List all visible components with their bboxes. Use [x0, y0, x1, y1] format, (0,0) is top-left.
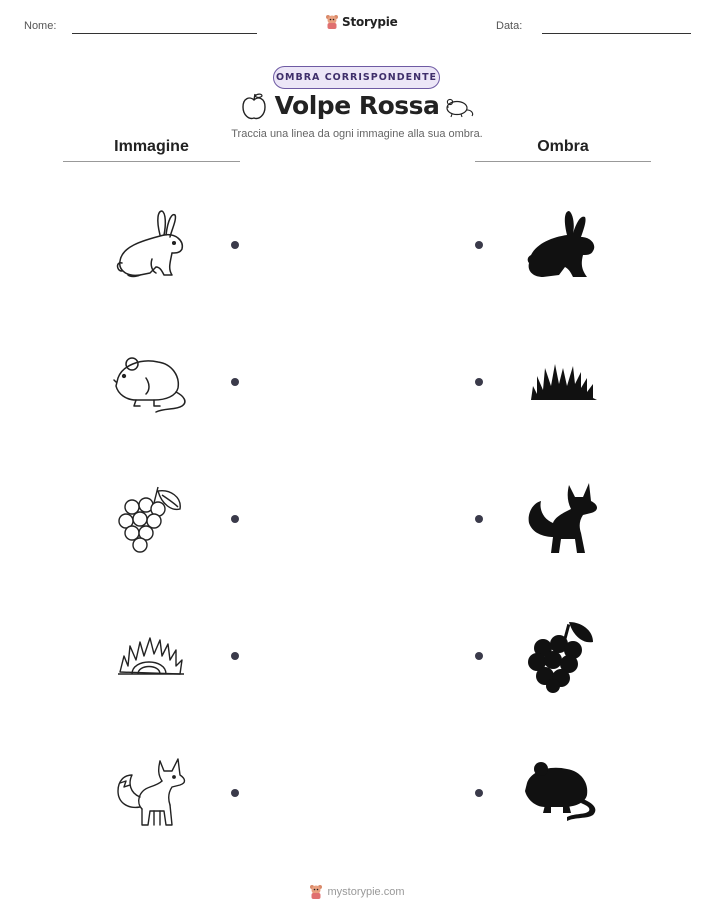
rabbit-shadow-icon	[523, 205, 603, 285]
column-rule-left	[63, 161, 240, 162]
fox-outline-icon	[110, 753, 190, 833]
footer-link[interactable]: mystorypie.com	[327, 886, 405, 898]
connect-dot-left-2[interactable]	[231, 378, 239, 386]
column-rule-right	[475, 161, 651, 162]
connect-dot-left-1[interactable]	[231, 241, 239, 249]
mouse-shadow-icon	[523, 753, 603, 833]
page-title: Volpe Rossa	[274, 91, 440, 120]
connect-dot-right-5[interactable]	[475, 789, 483, 797]
mouse-outline-icon	[110, 342, 190, 422]
connect-dot-right-3[interactable]	[475, 515, 483, 523]
brand-logo	[325, 14, 398, 30]
footer	[0, 884, 714, 900]
fox-shadow-icon	[523, 479, 603, 559]
right-item-4	[523, 616, 603, 696]
grapes-shadow-icon	[523, 616, 603, 696]
right-item-2	[523, 342, 603, 422]
connect-dot-right-4[interactable]	[475, 652, 483, 660]
connect-dot-left-3[interactable]	[231, 515, 239, 523]
connect-dot-left-5[interactable]	[231, 789, 239, 797]
column-header-image: Immagine	[114, 138, 189, 155]
date-label: Data:	[496, 20, 523, 32]
bear-mascot-footer-icon	[309, 884, 323, 900]
instructions: Traccia una linea da ogni immagine alla sua ombra.	[231, 128, 483, 140]
connect-dot-right-2[interactable]	[475, 378, 483, 386]
right-item-1	[523, 205, 603, 285]
bear-mascot-icon	[325, 14, 339, 30]
connect-dot-right-1[interactable]	[475, 241, 483, 249]
left-item-3	[110, 479, 190, 559]
grass-shadow-icon	[523, 342, 603, 422]
name-label: Nome:	[24, 20, 57, 32]
left-item-4	[110, 616, 190, 696]
connect-dot-left-4[interactable]	[231, 652, 239, 660]
column-header-shadow: Ombra	[537, 138, 589, 155]
mouse-small-icon	[442, 94, 476, 120]
burrow-outline-icon	[110, 616, 190, 696]
right-item-5	[523, 753, 603, 833]
name-field-line[interactable]	[72, 33, 257, 34]
grapes-outline-icon	[110, 479, 190, 559]
left-item-1	[110, 205, 190, 285]
left-item-2	[110, 342, 190, 422]
activity-badge: OMBRA CORRISPONDENTE	[273, 66, 440, 89]
rabbit-outline-icon	[110, 205, 190, 285]
right-item-3	[523, 479, 603, 559]
left-item-5	[110, 753, 190, 833]
date-field-line[interactable]	[542, 33, 691, 34]
brand-name: Storypie	[342, 15, 398, 29]
